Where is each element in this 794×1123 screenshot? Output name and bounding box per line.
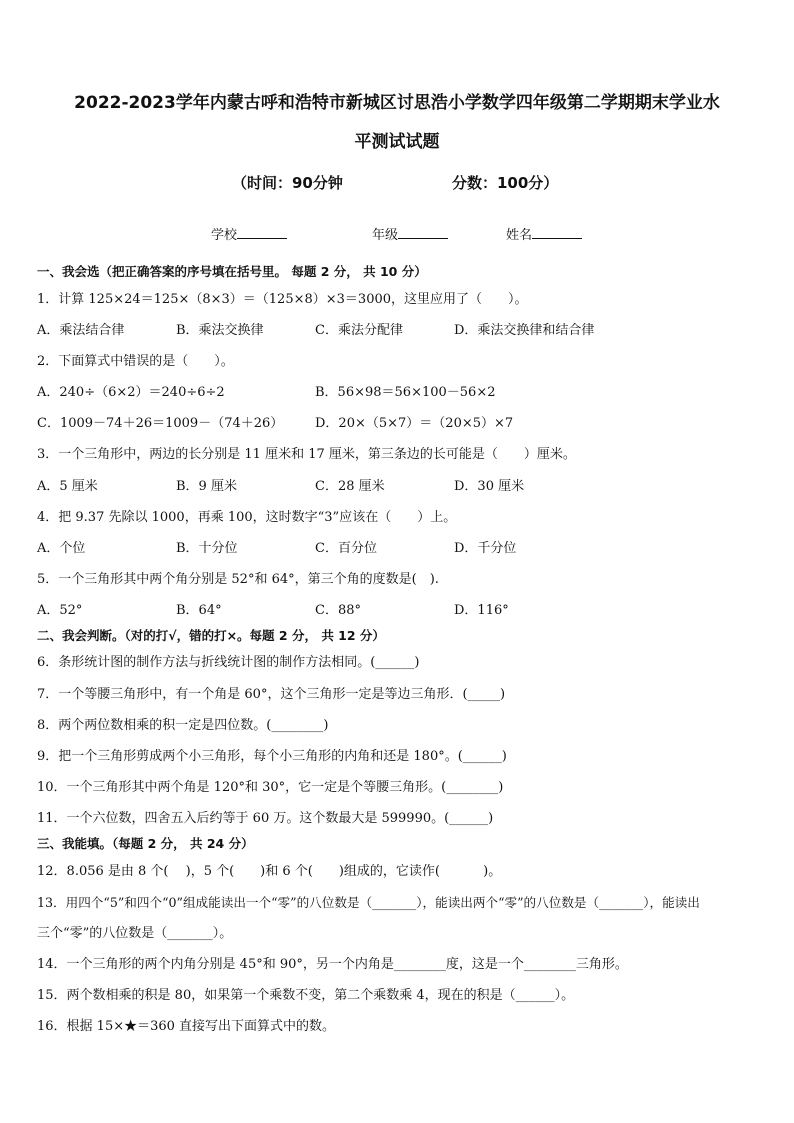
- question-15: 15．两个数相乘的积是 80，如果第一个乘数不变，第二个乘数乘 4，现在的积是（______）。: [37, 988, 575, 1003]
- name-label: 姓名: [506, 228, 533, 243]
- question-8: 8．两个两位数相乘的积一定是四位数。(________): [37, 718, 329, 733]
- q4-option-d: D．千分位: [454, 541, 517, 556]
- question-2: 2．下面算式中错误的是（ ）。: [37, 354, 234, 369]
- total-score: 分数：100分）: [452, 174, 559, 192]
- question-10: 10．一个三角形其中两个角是 120°和 30°，它一定是个等腰三角形。(________): [37, 780, 504, 795]
- q2-option-c: C．1009－74＋26＝1009－（74＋26）: [37, 416, 284, 431]
- q4-option-b: B．十分位: [176, 541, 238, 556]
- name-field: [506, 224, 582, 243]
- question-7: 7．一个等腰三角形中，有一个角是 60°，这个三角形一定是等边三角形．(_____): [37, 687, 506, 702]
- q4-option-a: A．个位: [37, 541, 86, 556]
- q1-option-c: C．乘法分配律: [315, 323, 403, 338]
- question-5: 5．一个三角形其中两个角分别是 52°和 64°，第三个角的度数是( ).: [37, 572, 439, 587]
- section-2-heading: 二、我会判断。（对的打√，错的打×。每题 2 分， 共 12 分）: [37, 628, 385, 643]
- q5-option-b: B．64°: [176, 603, 222, 618]
- grade-blank[interactable]: [398, 226, 448, 239]
- question-16: 16．根据 15×★＝360 直接写出下面算式中的数。: [37, 1019, 336, 1034]
- question-4: 4．把 9.37 先除以 1000，再乘 100，这时数字“3”应该在（ ）上。: [37, 510, 457, 525]
- grade-field: [372, 224, 448, 243]
- section-3-heading: 三、我能填。（每题 2 分， 共 24 分）: [37, 836, 254, 851]
- question-12: 12．8.056 是由 8 个( )，5 个( )和 6 个( )组成的，它读作( )。: [37, 864, 502, 879]
- question-3: 3．一个三角形中，两边的长分别是 11 厘米和 17 厘米，第三条边的长可能是（ ）厘米。: [37, 447, 576, 462]
- name-blank[interactable]: [532, 226, 582, 239]
- q5-option-d: D．116°: [454, 603, 509, 618]
- q3-option-b: B．9 厘米: [176, 479, 237, 494]
- school-field: [211, 224, 287, 243]
- q1-option-b: B．乘法交换律: [176, 323, 264, 338]
- q2-option-a: A．240÷（6×2）＝240÷6÷2: [37, 385, 225, 400]
- question-14: 14．一个三角形的两个内角分别是 45°和 90°，另一个内角是________度，这是一个________三角形。: [37, 957, 628, 972]
- q5-option-a: A．52°: [37, 603, 83, 618]
- question-11: 11．一个六位数，四舍五入后约等于 60 万。这个数最大是 599990。(______): [37, 811, 494, 826]
- q5-option-c: C．88°: [315, 603, 361, 618]
- section-1-heading: 一、我会选（把正确答案的序号填在括号里。 每题 2 分， 共 10 分）: [37, 264, 427, 279]
- q4-option-c: C．百分位: [315, 541, 377, 556]
- q1-option-a: A．乘法结合律: [37, 323, 125, 338]
- q3-option-c: C．28 厘米: [315, 479, 385, 494]
- q2-option-d: D．20×（5×7）＝（20×5）×7: [315, 416, 514, 431]
- q1-option-d: D．乘法交换律和结合律: [454, 323, 595, 338]
- school-label: 学校: [211, 228, 238, 243]
- school-blank[interactable]: [237, 226, 287, 239]
- question-1: 1．计算 125×24＝125×（8×3）＝（125×8）×3＝3000，这里应用了（ ）。: [37, 292, 528, 307]
- question-6: 6．条形统计图的制作方法与折线统计图的制作方法相同。(______): [37, 655, 420, 670]
- time-limit: （时间：90分钟: [232, 174, 343, 192]
- question-13-line1: 13．用四个“5”和四个“0”组成能读出一个“零”的八位数是（_______），能读出两个“零”的八位数是（_______），能读出: [37, 895, 700, 910]
- q3-option-a: A．5 厘米: [37, 479, 98, 494]
- grade-label: 年级: [372, 228, 399, 243]
- question-9: 9．把一个三角形剪成两个小三角形，每个小三角形的内角和还是 180°。(______): [37, 749, 507, 764]
- q2-option-b: B．56×98＝56×100－56×2: [315, 385, 496, 400]
- exam-title-line1: 2022-2023学年内蒙古呼和浩特市新城区讨思浩小学数学四年级第二学期期末学业水: [74, 93, 720, 113]
- exam-title-line2: 平测试试题: [354, 132, 440, 152]
- question-13-line2: 三个“零”的八位数是（_______）。: [37, 926, 233, 941]
- q3-option-d: D．30 厘米: [454, 479, 525, 494]
